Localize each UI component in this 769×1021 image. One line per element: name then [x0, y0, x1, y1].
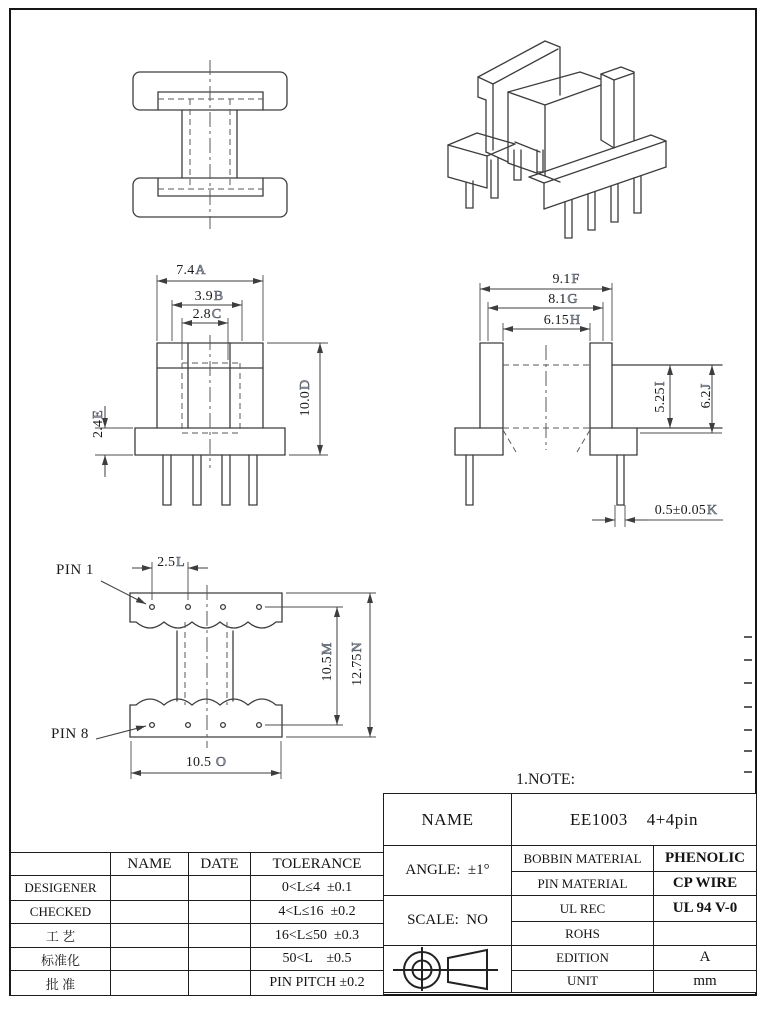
tolerance-cell: 50<L ±0.5 — [251, 948, 384, 971]
dim-label-k: 0.5±0.05K — [654, 503, 718, 518]
third-angle-projection-icon — [385, 946, 510, 992]
dim-label-d: 10.0D — [298, 379, 313, 417]
spec-value: CP WIRE — [654, 872, 757, 896]
dim-label-o: 10.5 O — [185, 755, 227, 770]
spec-value: PHENOLIC — [654, 846, 757, 872]
dim-label-m: 10.5M — [320, 642, 335, 682]
approval-table — [10, 852, 384, 996]
spec-value: UL 94 V-0 — [654, 896, 757, 922]
spec-label: UL REC — [512, 896, 654, 922]
dim-label-g: 8.1G — [548, 292, 578, 307]
approval-header-date: DATE — [189, 853, 251, 876]
spec-value — [654, 922, 757, 946]
angle-spec: ANGLE: ±1° — [384, 846, 512, 896]
side-view — [455, 283, 723, 527]
spec-value: A — [654, 946, 757, 971]
dim-label-h: 6.15H — [543, 313, 581, 328]
pin1-label: PIN 1 — [56, 562, 94, 578]
approval-name-cell — [111, 924, 189, 948]
approval-role: 工 艺 — [11, 924, 111, 948]
scale-spec: SCALE: NO — [384, 896, 512, 946]
dim-label-c: 2.8C — [192, 307, 222, 322]
dim-label-i: 5.25I — [653, 381, 668, 413]
dim-label-a: 7.4A — [176, 263, 206, 278]
dim-label-l: 2.5L — [157, 555, 185, 570]
dim-label-j: 6.2J — [699, 383, 714, 409]
spec-label: ROHS — [512, 922, 654, 946]
spec-label: PIN MATERIAL — [512, 872, 654, 896]
isometric-view — [448, 41, 666, 238]
tolerance-cell: 0<L≤4 ±0.1 — [251, 876, 384, 901]
approval-header-name: NAME — [111, 853, 189, 876]
tolerance-cell: 4<L≤16 ±0.2 — [251, 901, 384, 924]
spec-label: UNIT — [512, 970, 654, 992]
tolerance-cell: 16<L≤50 ±0.3 — [251, 924, 384, 948]
approval-name-cell — [111, 876, 189, 901]
approval-date-cell — [189, 876, 251, 901]
approval-role: CHECKED — [11, 901, 111, 924]
approval-name-cell — [111, 948, 189, 971]
dim-label-e: 2.4E — [91, 410, 106, 438]
approval-name-cell — [111, 901, 189, 924]
note-ruling — [744, 637, 752, 772]
spec-label: EDITION — [512, 946, 654, 971]
approval-role: 标准化 — [11, 948, 111, 971]
approval-name-cell — [111, 971, 189, 996]
approval-date-cell — [189, 901, 251, 924]
approval-date-cell — [189, 948, 251, 971]
tolerance-cell: PIN PITCH ±0.2 — [251, 971, 384, 996]
note-label: 1.NOTE: — [516, 771, 576, 788]
spec-label: BOBBIN MATERIAL — [512, 846, 654, 872]
titleblock-name-label: NAME — [384, 794, 512, 846]
approval-header-blank — [11, 853, 111, 876]
core-top-view — [133, 60, 287, 229]
part-number: EE1003 4+4pin — [512, 794, 757, 846]
approval-date-cell — [189, 971, 251, 996]
projection-symbol-cell — [384, 946, 512, 993]
approval-role: DESIGENER — [11, 876, 111, 901]
approval-date-cell — [189, 924, 251, 948]
approval-role: 批 准 — [11, 971, 111, 996]
title-block-table — [383, 793, 757, 993]
dim-label-f: 9.1F — [552, 272, 580, 287]
pin8-label: PIN 8 — [51, 726, 89, 742]
approval-header-tolerance: TOLERANCE — [251, 853, 384, 876]
dim-label-b: 3.9B — [194, 289, 224, 304]
spec-value: mm — [654, 970, 757, 992]
dim-label-n: 12.75N — [350, 642, 365, 686]
